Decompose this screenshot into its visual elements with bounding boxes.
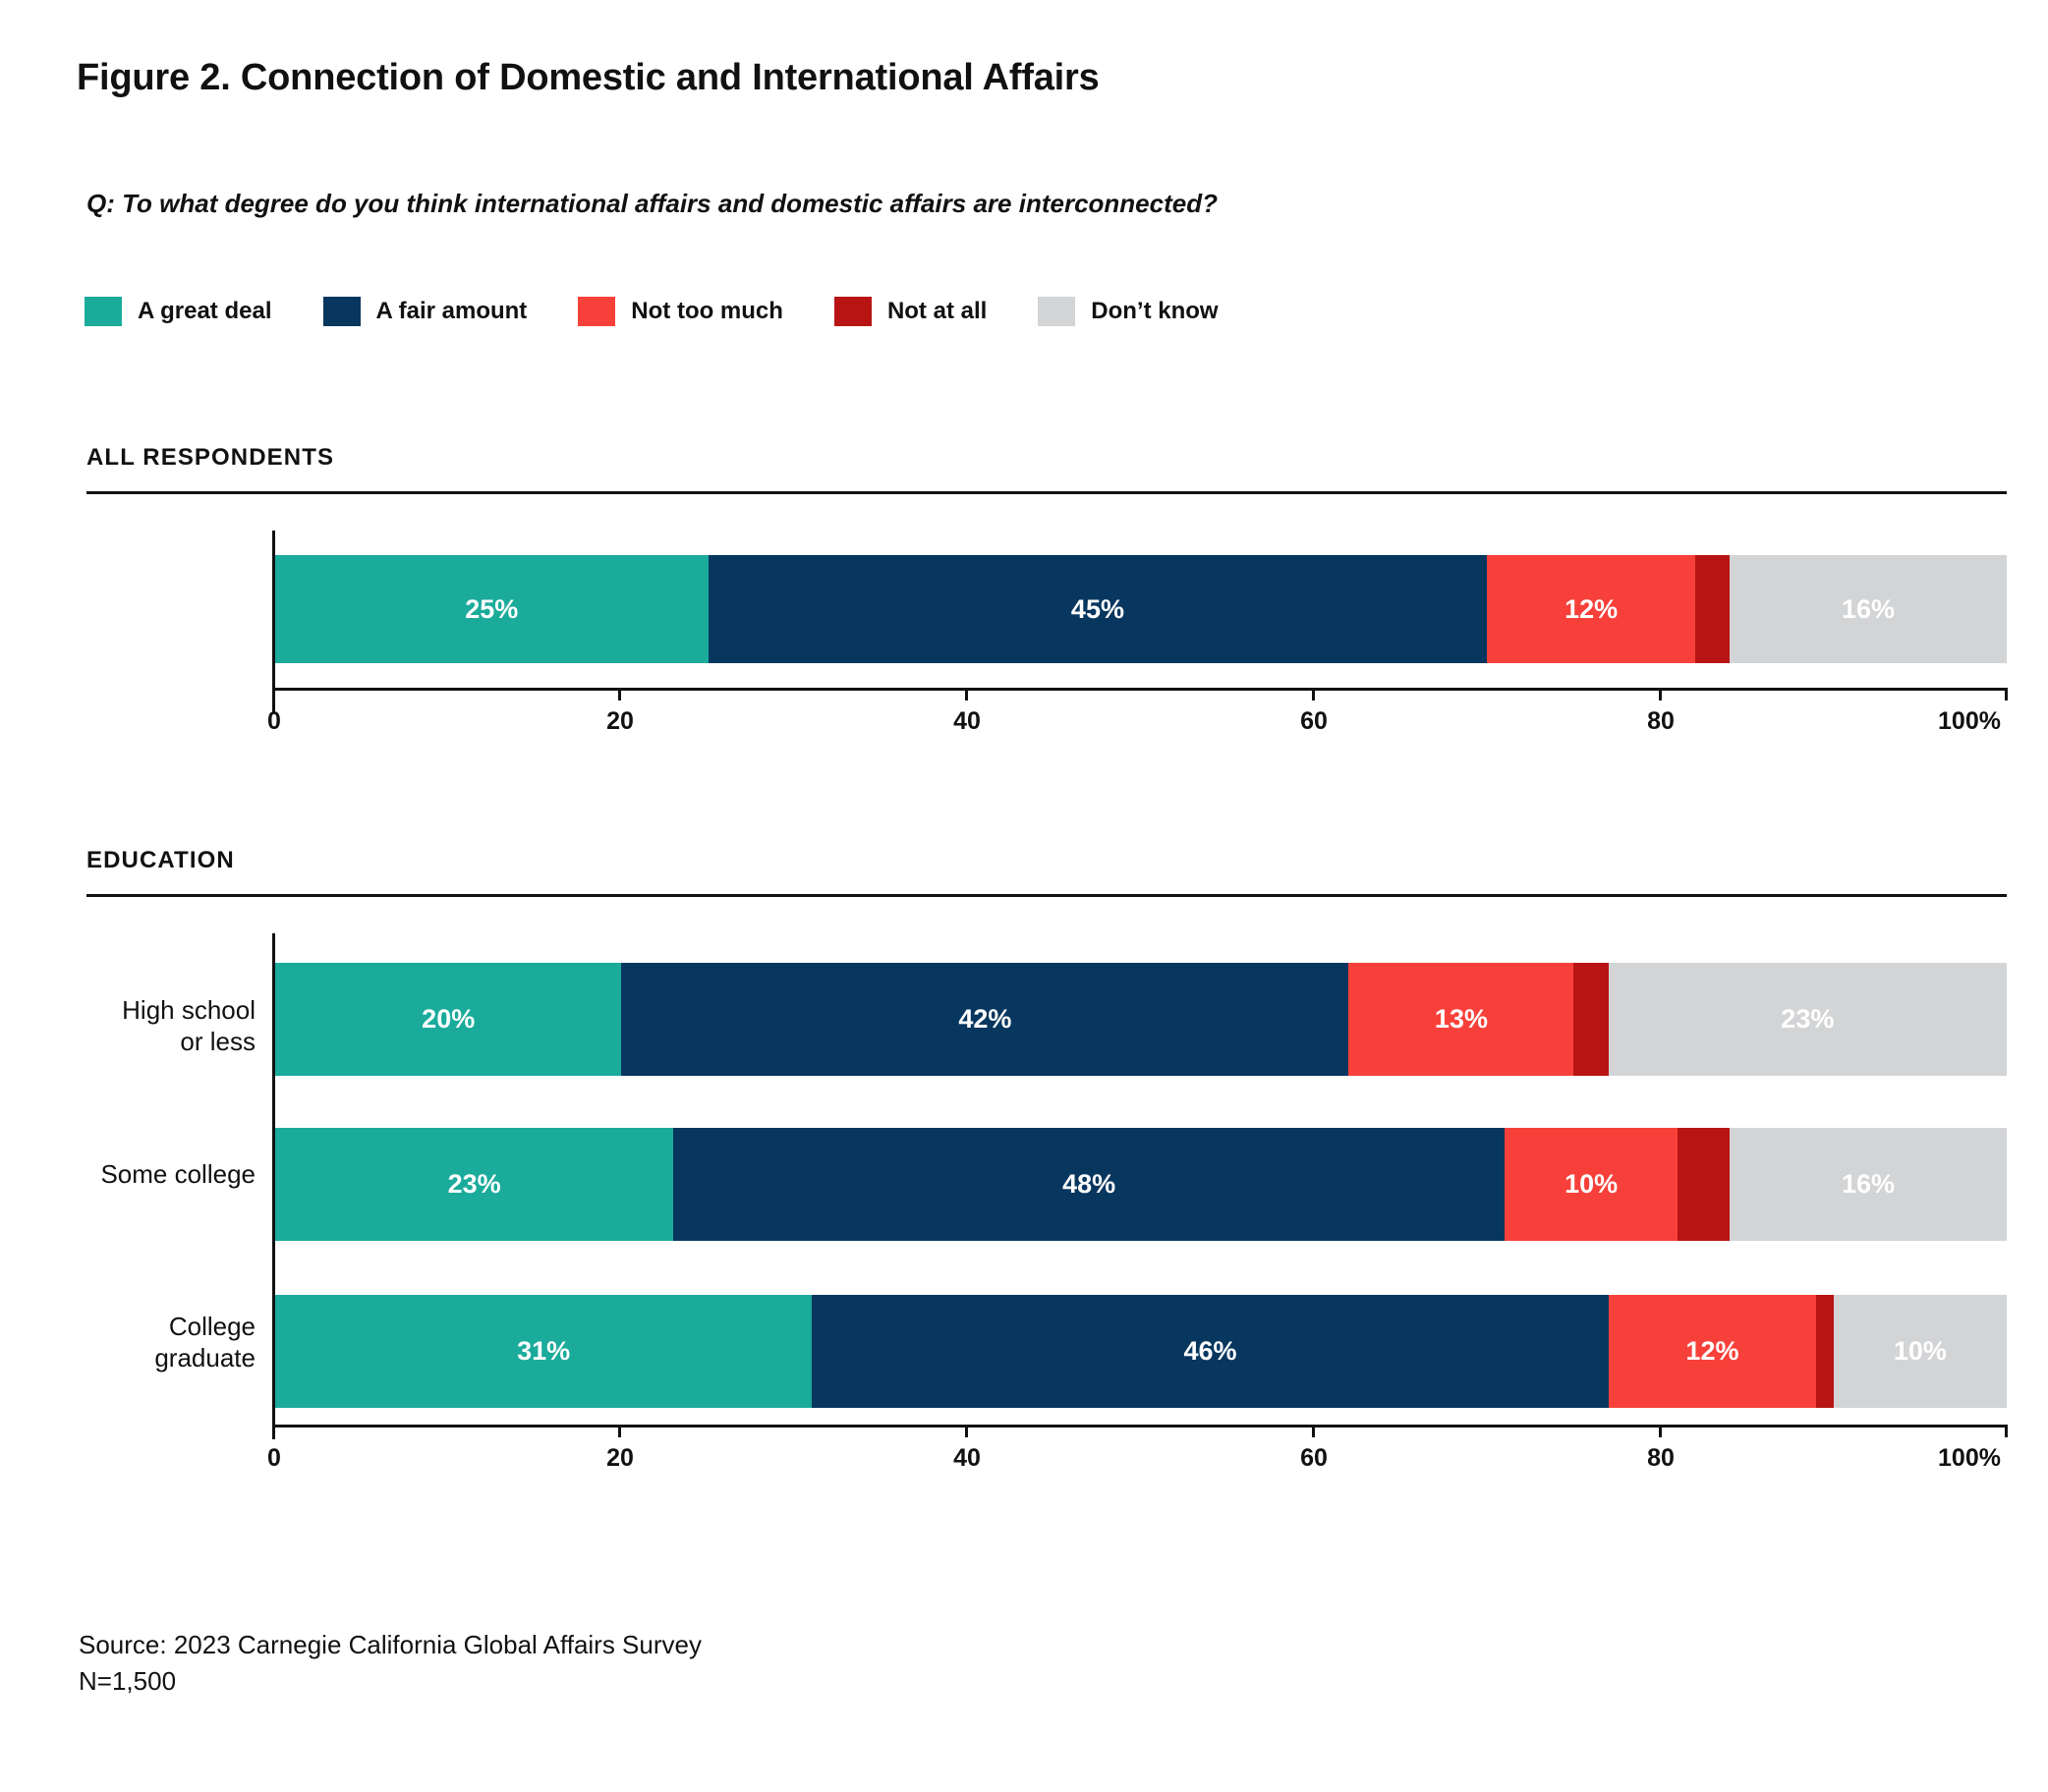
legend-item-a-fair-amount [323, 297, 528, 326]
legend-item-not-too-much [578, 297, 783, 326]
bar-segment-a-great-deal[interactable] [275, 1295, 812, 1408]
bar-segment-label: 48% [1062, 1169, 1116, 1199]
bar-segment-not-at-all[interactable] [1678, 1128, 1730, 1241]
legend-label: A great deal [138, 298, 272, 324]
x-tick [1659, 688, 1662, 700]
x-tick [272, 1425, 275, 1437]
category-label-some-college [20, 1159, 256, 1191]
bar-segment-dont-know[interactable] [1834, 1295, 2007, 1408]
x-tick-label: 60 [1300, 1444, 1328, 1472]
x-tick-label: 0 [267, 707, 281, 735]
category-label-line2: graduate [154, 1342, 256, 1372]
x-tick-label: 40 [953, 1444, 981, 1472]
bar-segment-label: 25% [465, 593, 519, 624]
bar-segment-a-fair-amount[interactable] [812, 1295, 1609, 1408]
x-tick [618, 1425, 621, 1437]
bar-segment-a-fair-amount[interactable] [709, 555, 1488, 663]
source-note [79, 1627, 702, 1700]
x-tick [1659, 1425, 1662, 1437]
bar-segment-not-at-all[interactable] [1573, 963, 1608, 1076]
survey-question: Q: To what degree do you think international affairs and domestic affairs are interconnected? [86, 189, 1218, 218]
x-axis-line [272, 688, 2007, 691]
x-tick [965, 1425, 968, 1437]
legend-label: Don’t know [1091, 298, 1219, 324]
legend-swatch-icon [834, 297, 872, 326]
category-label-line1: High school [122, 995, 256, 1025]
x-tick-label: 80 [1647, 1444, 1675, 1472]
bar-segment-label: 42% [958, 1004, 1012, 1034]
category-label-line1: College [168, 1312, 256, 1341]
bar-segment-not-too-much[interactable] [1505, 1128, 1678, 1241]
bar-segment-label: 10% [1564, 1169, 1619, 1199]
x-tick [1312, 1425, 1315, 1437]
category-label-line1: Some college [100, 1159, 256, 1189]
legend-item-a-great-deal [85, 297, 272, 326]
bar-row[interactable] [275, 963, 2007, 1076]
x-tick [2005, 1425, 2008, 1437]
category-label-high-school-or-less [20, 995, 256, 1057]
x-tick [2005, 688, 2008, 700]
bar-segment-label: 16% [1841, 593, 1896, 624]
legend-swatch-icon [323, 297, 361, 326]
x-tick-label: 60 [1300, 707, 1328, 735]
bar-segment-label: 12% [1685, 1336, 1739, 1366]
x-tick [618, 688, 621, 700]
legend-item-dont-know [1038, 297, 1218, 326]
bar-segment-dont-know[interactable] [1609, 963, 2007, 1076]
bar-segment-a-fair-amount[interactable] [621, 963, 1348, 1076]
bar-segment-a-fair-amount[interactable] [673, 1128, 1505, 1241]
legend-label: A fair amount [375, 298, 528, 324]
x-tick-label: 80 [1647, 707, 1675, 735]
bar-segment-label: 12% [1564, 593, 1619, 624]
bar-segment-not-at-all[interactable] [1695, 555, 1730, 663]
x-tick [965, 688, 968, 700]
bar-segment-label: 23% [1781, 1004, 1835, 1034]
x-tick [272, 688, 275, 700]
chart-education [0, 914, 2048, 1513]
bar-segment-label: 20% [422, 1004, 476, 1034]
bar-segment-a-great-deal[interactable] [275, 963, 621, 1076]
section-header-all-respondents: ALL RESPONDENTS [86, 444, 335, 471]
source-line: Source: 2023 Carnegie California Global Affairs Survey [79, 1630, 702, 1659]
legend-item-not-at-all [834, 297, 987, 326]
x-axis-line [272, 1425, 2007, 1428]
x-tick-label: 0 [267, 1444, 281, 1472]
section-divider [86, 491, 2007, 494]
bar-row[interactable] [275, 555, 2007, 663]
bar-segment-label: 45% [1070, 593, 1124, 624]
bar-segment-label: 10% [1893, 1336, 1947, 1366]
bar-segment-label: 13% [1434, 1004, 1488, 1034]
legend-swatch-icon [85, 297, 122, 326]
x-tick-label: 20 [606, 707, 634, 735]
section-divider [86, 894, 2007, 897]
bar-segment-a-great-deal[interactable] [275, 555, 709, 663]
bar-segment-not-too-much[interactable] [1609, 1295, 1816, 1408]
category-label-college-graduate [20, 1312, 256, 1373]
legend [85, 295, 1270, 328]
legend-swatch-icon [1038, 297, 1075, 326]
bar-segment-not-at-all[interactable] [1816, 1295, 1834, 1408]
x-tick [1312, 688, 1315, 700]
bar-segment-dont-know[interactable] [1730, 1128, 2007, 1241]
x-tick-label: 100% [1938, 1444, 2001, 1472]
bar-row[interactable] [275, 1128, 2007, 1241]
x-tick-label: 100% [1938, 707, 2001, 735]
page-title: Figure 2. Connection of Domestic and International Affairs [77, 57, 1100, 98]
bar-segment-label: 16% [1841, 1169, 1896, 1199]
bar-segment-a-great-deal[interactable] [275, 1128, 673, 1241]
legend-label: Not at all [886, 298, 988, 324]
bar-segment-label: 31% [517, 1336, 571, 1366]
sample-size: N=1,500 [79, 1665, 177, 1696]
legend-label: Not too much [631, 298, 783, 324]
category-label-line2: or less [180, 1026, 256, 1056]
bar-segment-label: 23% [447, 1169, 501, 1199]
chart-all-respondents [0, 511, 2048, 735]
x-tick-label: 40 [953, 707, 981, 735]
bar-segment-not-too-much[interactable] [1348, 963, 1573, 1076]
bar-row[interactable] [275, 1295, 2007, 1408]
bar-segment-dont-know[interactable] [1730, 555, 2007, 663]
section-header-education: EDUCATION [86, 847, 235, 873]
bar-segment-label: 46% [1183, 1336, 1237, 1366]
legend-swatch-icon [578, 297, 615, 326]
x-tick-label: 20 [606, 1444, 634, 1472]
bar-segment-not-too-much[interactable] [1487, 555, 1694, 663]
